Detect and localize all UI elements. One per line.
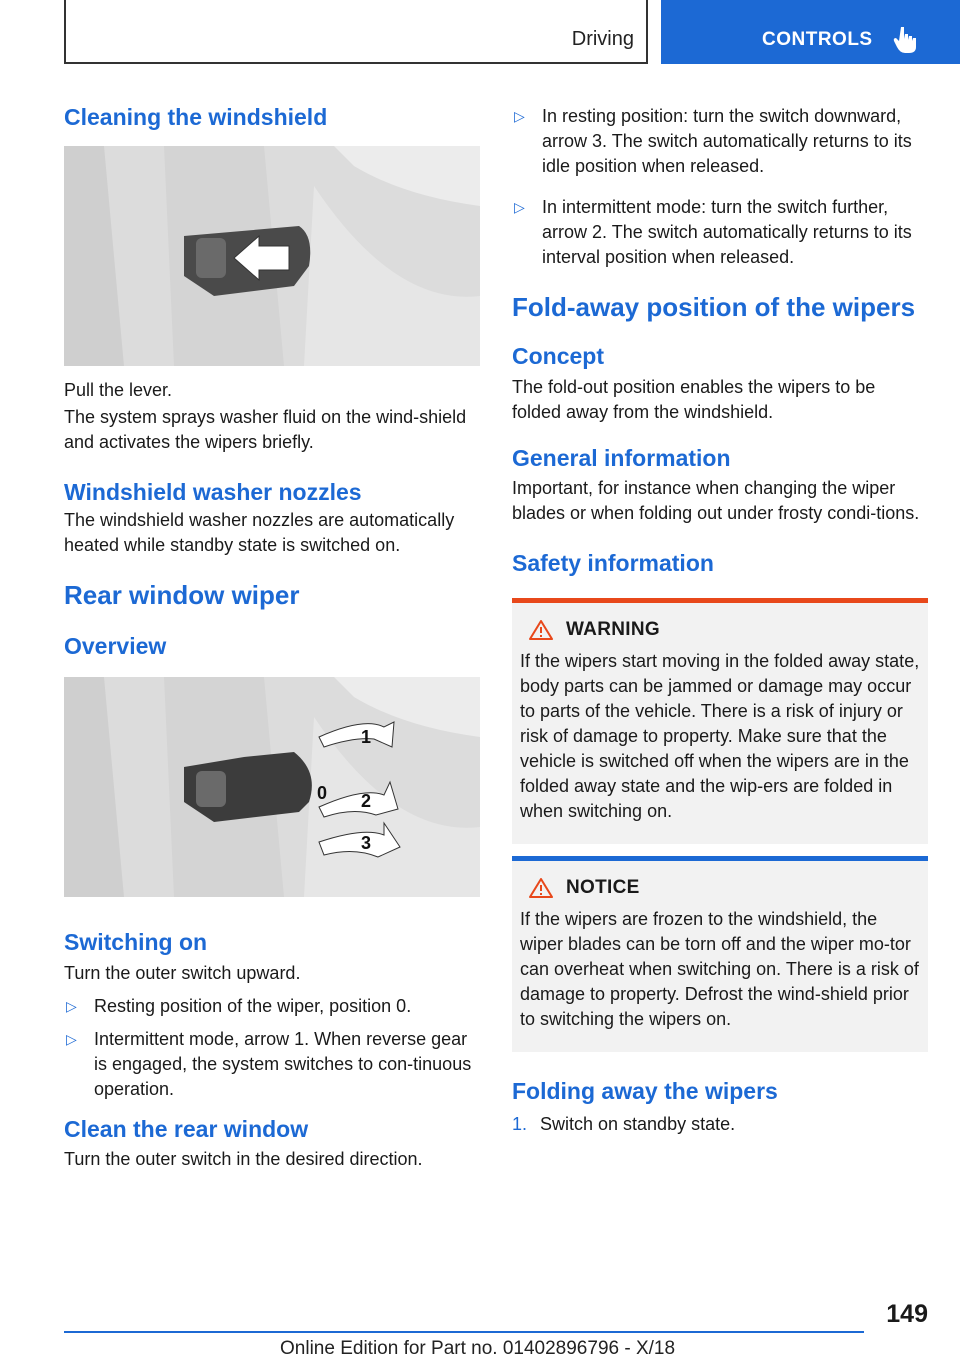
warning-triangle-icon bbox=[528, 877, 554, 899]
warning-text: If the wipers start moving in the folded away state, body parts can be jammed or damage may occur to parts of the vehicle. There is a risk of injury or risk of damage to property. Make sure that the vehicle is switched off when the wipers are in the folded away state and the wip-ers are folded in when switching on. bbox=[520, 650, 920, 821]
footer-divider bbox=[64, 1331, 864, 1333]
concept-heading: Concept bbox=[512, 343, 604, 370]
switching-on-heading: Switching on bbox=[64, 928, 208, 955]
switching-list bbox=[64, 994, 480, 1102]
arrow-label-2: 2 bbox=[361, 790, 372, 811]
folding-away-heading: Folding away the wipers bbox=[512, 1077, 778, 1104]
list-item: ▷ In resting position: turn the switch downward, arrow 3. The switch automatically returns to its idle position when released. bbox=[514, 106, 912, 176]
foldaway-heading: Fold-away position of the wipers bbox=[512, 292, 916, 322]
general-info-heading: General information bbox=[512, 444, 731, 471]
notice-box bbox=[512, 856, 928, 1052]
pull-lever-text: Pull the lever. bbox=[64, 379, 173, 400]
arrow-label-3: 3 bbox=[361, 832, 372, 853]
cleaning-heading: Cleaning the windshield bbox=[64, 104, 328, 130]
chapter-tab[interactable] bbox=[661, 0, 960, 64]
clean-rear-heading: Clean the rear window bbox=[64, 1115, 309, 1142]
page-number: 149 bbox=[886, 1300, 928, 1328]
notice-label: NOTICE bbox=[566, 876, 640, 898]
notice-text: If the wipers are frozen to the windshield, the wiper blades can be torn off and the wiper mo-tor can overheat when switching on. There is a risk of damage to property. Defrost the wind-shield prior to switching the wipers on. bbox=[520, 908, 919, 1029]
list-item: ▷ Intermittent mode, arrow 1. When reverse gear is engaged, the system switches to con-tinuous operation. bbox=[66, 1028, 472, 1099]
warning-box bbox=[512, 598, 928, 844]
safety-heading: Safety information bbox=[512, 550, 714, 577]
hand-pointer-icon bbox=[893, 25, 919, 53]
overview-heading: Overview bbox=[64, 633, 167, 660]
edition-text: Online Edition for Part no. 01402896796 - X/18 bbox=[280, 1338, 676, 1359]
nozzles-heading: Windshield washer nozzles bbox=[64, 478, 362, 505]
concept-text: The fold-out position enables the wipers to be folded away from the windshield. bbox=[512, 376, 876, 422]
triangle-bullet-icon: ▷ bbox=[66, 997, 77, 1014]
chapter-tab-label: CONTROLS bbox=[762, 29, 873, 50]
general-info-text: Important, for instance when changing the wiper blades or when folding out under frosty condi-tions. bbox=[512, 478, 920, 524]
list-item: ▷ Resting position of the wiper, position 0. bbox=[64, 994, 480, 1019]
left-column bbox=[64, 100, 480, 1172]
right-column bbox=[512, 100, 928, 1137]
triangle-bullet-icon: ▷ bbox=[514, 199, 525, 215]
warning-triangle-icon bbox=[528, 619, 554, 641]
section-title: Driving bbox=[571, 28, 634, 50]
triangle-bullet-icon: ▷ bbox=[514, 108, 525, 124]
rear-wiper-switch-illustration bbox=[64, 677, 480, 897]
list-item: ▷ In intermittent mode: turn the switch further, arrow 2. The switch automatically returns to its interval position when released. bbox=[514, 197, 912, 267]
header-frame bbox=[64, 0, 648, 64]
warning-label: WARNING bbox=[566, 618, 660, 640]
folding-steps bbox=[512, 1112, 928, 1137]
arrow-label-1: 1 bbox=[361, 726, 372, 747]
arrow-label-0: 0 bbox=[317, 782, 328, 803]
switching-on-text: Turn the outer switch upward. bbox=[64, 962, 301, 983]
rear-wiper-heading: Rear window wiper bbox=[64, 580, 300, 611]
nozzles-text: The windshield washer nozzles are automatically heated while standby state is switched on. bbox=[64, 510, 455, 556]
clean-rear-text: Turn the outer switch in the desired direction. bbox=[64, 1149, 423, 1170]
list-item: 1. Switch on standby state. bbox=[512, 1113, 736, 1134]
triangle-bullet-icon: ▷ bbox=[66, 1030, 77, 1047]
wiper-lever-pull-illustration bbox=[64, 146, 480, 366]
sprays-text: The system sprays washer fluid on the wind-shield and activates the wipers briefly. bbox=[64, 406, 467, 452]
direction-list bbox=[512, 104, 928, 270]
